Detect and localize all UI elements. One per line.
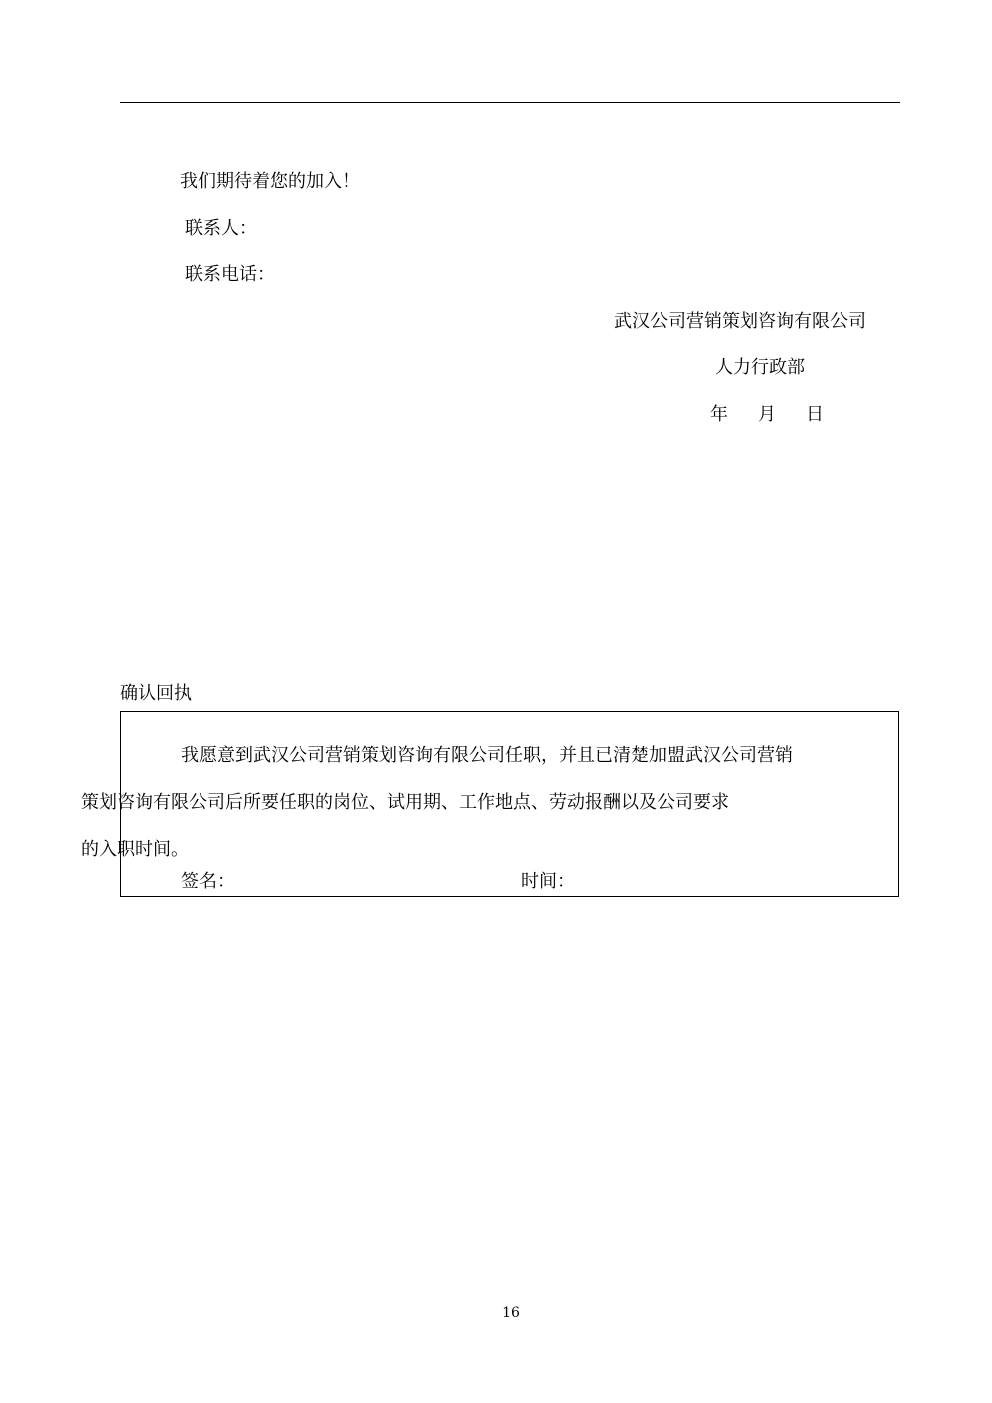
time-label: 时间： (521, 871, 575, 892)
closing-line: 我们期待着您的加入！ (180, 171, 360, 192)
company-name: 武汉公司营销策划咨询有限公司 (614, 311, 866, 332)
receipt-line-3: 的入职时间。 (81, 839, 189, 860)
receipt-title: 确认回执 (120, 683, 192, 704)
date-line (710, 403, 824, 427)
date-month-label: 月 (758, 404, 776, 425)
receipt-line-2: 策划咨询有限公司后所要任职的岗位、试用期、工作地点、劳动报酬以及公司要求 (81, 792, 729, 813)
signature-label: 签名： (181, 871, 235, 892)
contact-phone-label: 联系电话： (185, 264, 275, 285)
date-year-label: 年 (710, 404, 728, 425)
page-number: 16 (502, 1305, 520, 1321)
receipt-box (81, 711, 899, 897)
department-name: 人力行政部 (715, 357, 805, 378)
date-day-label: 日 (806, 404, 824, 425)
receipt-statement (81, 732, 881, 873)
receipt-line-1: 我愿意到武汉公司营销策划咨询有限公司任职，并且已清楚加盟武汉公司营销 (181, 745, 793, 766)
header-rule (120, 102, 900, 103)
contact-person-label: 联系人： (185, 218, 257, 239)
